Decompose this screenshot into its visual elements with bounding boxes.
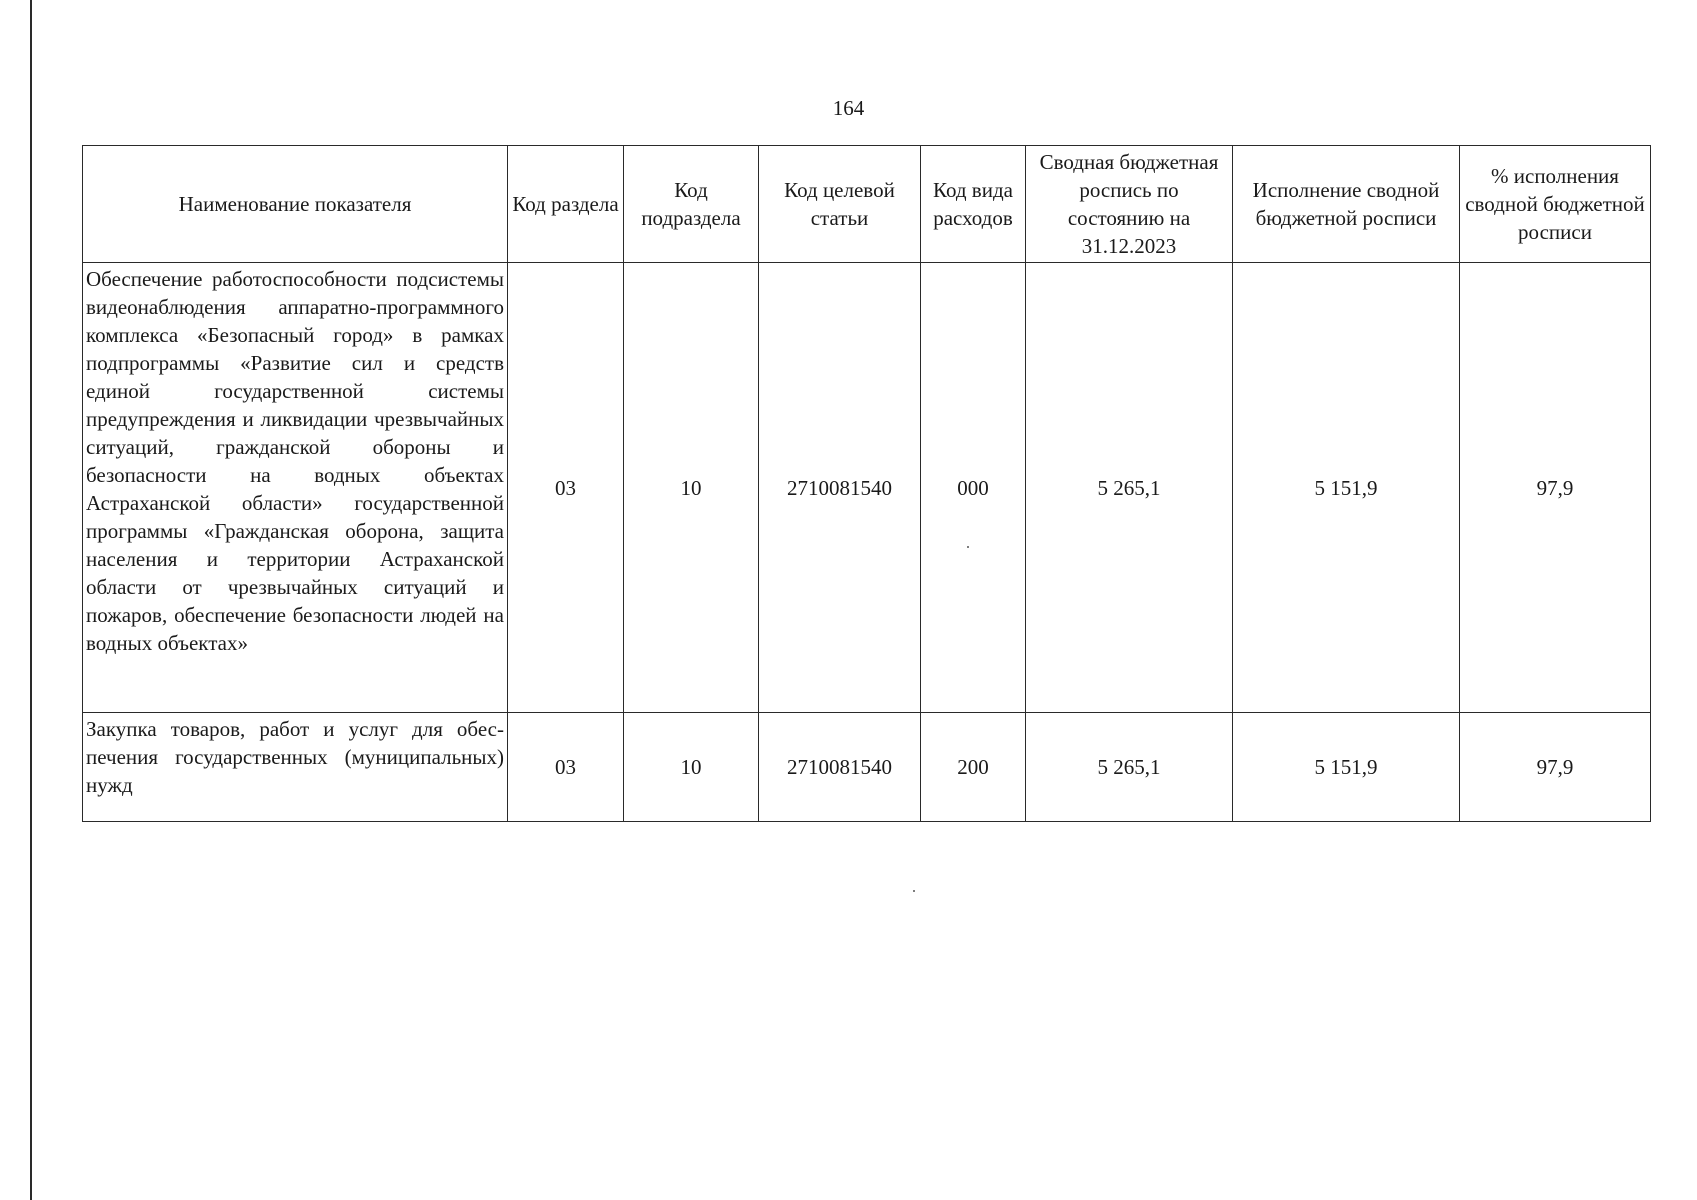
header-section-code: Код раздела xyxy=(508,146,624,263)
cell-target-code: 2710081540 xyxy=(759,713,921,822)
table-header-row xyxy=(83,146,1651,263)
cell-target-code: 2710081540 xyxy=(759,263,921,713)
header-target-code: Код целевой статьи xyxy=(759,146,921,263)
header-subsection-code: Код подраздела xyxy=(624,146,759,263)
header-expense-type-code: Код вида расходов xyxy=(921,146,1026,263)
cell-expense-type-code: 200 xyxy=(921,713,1026,822)
page-number: 164 xyxy=(832,96,865,120)
table-row xyxy=(83,713,1651,822)
cell-indicator-name: Закупка товаров, работ и услуг для обеспечения государственных (муниципальных) нужд xyxy=(83,713,508,822)
cell-expense-type-code: 000 xyxy=(921,263,1026,713)
cell-budget-execution: 5 151,9 xyxy=(1233,263,1460,713)
scan-speck xyxy=(967,546,969,548)
cell-section-code: 03 xyxy=(508,263,624,713)
cell-execution-percent: 97,9 xyxy=(1460,713,1651,822)
header-indicator-name: Наименование показателя xyxy=(83,146,508,263)
cell-budget-schedule: 5 265,1 xyxy=(1026,263,1233,713)
cell-execution-percent: 97,9 xyxy=(1460,263,1651,713)
header-budget-schedule: Сводная бюджетная роспись по состоянию на 31.12.2023 xyxy=(1026,146,1233,263)
header-budget-execution: Исполнение сводной бюджетной росписи xyxy=(1233,146,1460,263)
binding-edge-line xyxy=(30,0,32,1200)
header-execution-percent: % исполнения сводной бюджетной росписи xyxy=(1460,146,1651,263)
cell-budget-execution: 5 151,9 xyxy=(1233,713,1460,822)
cell-section-code: 03 xyxy=(508,713,624,822)
cell-subsection-code: 10 xyxy=(624,713,759,822)
cell-budget-schedule: 5 265,1 xyxy=(1026,713,1233,822)
budget-execution-table xyxy=(82,145,1651,822)
cell-indicator-name: Обеспечение работоспособности подсистемы видеонаблюдения аппаратно-программного комплекса «Безопасный город» в рамках подпрограммы «Развитие сил и средств единой государственной системы предупреждения и ликвидации чрезвычайных ситуаций, гражданской обороны и безопасности на водных объектах Астраханской области» государственной программы «Гражданская оборона, защита населения и территории Астраханской области от чрезвычайных ситуаций и пожаров, обеспечение безопасности людей на водных объектах» xyxy=(83,263,508,713)
table-row xyxy=(83,263,1651,713)
scan-speck xyxy=(913,890,915,892)
cell-subsection-code: 10 xyxy=(624,263,759,713)
